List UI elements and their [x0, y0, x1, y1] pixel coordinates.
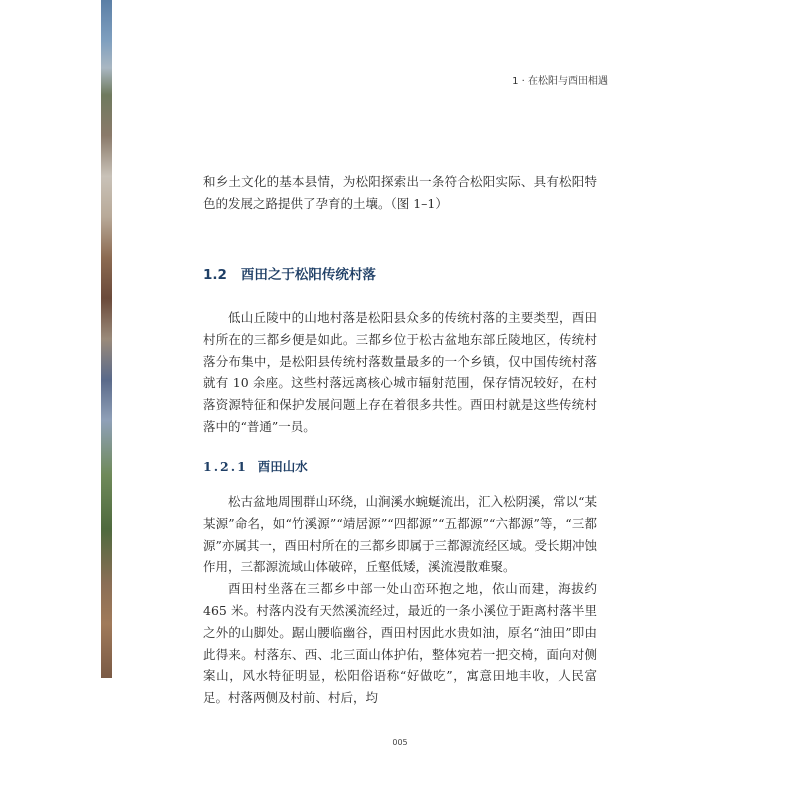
photo-strip	[101, 0, 112, 678]
subsection-body	[203, 491, 597, 709]
section-title: 酉田之于松阳传统村落	[240, 267, 376, 283]
subsection-paragraph-2: 酉田村坐落在三都乡中部一处山峦环抱之地，依山而建，海拔约 465 米。村落内没有天然溪流经过，最近的一条小溪位于距离村落半里之外的山脚处。踞山腰临幽谷，酉田村因此水贵如油，原名“油田”即由此得来。村落东、西、北三面山体护佑，整体宛若一把交椅，面向对侧案山，风水特征明显，松阳俗语称“好做吃”，寓意田地丰收，人民富足。村落两侧及村前、村后，均	[203, 581, 597, 706]
intro-paragraph-block	[203, 171, 597, 215]
section-heading	[203, 263, 376, 283]
intro-paragraph: 和乡土文化的基本县情，为松阳探索出一条符合松阳实际、具有松阳特色的发展之路提供了孕育的土壤。（图 1–1）	[203, 174, 597, 211]
running-head: 1 · 在松阳与酉田相遇	[512, 76, 608, 87]
subsection-title: 酉田山水	[257, 459, 308, 474]
section-number: 1.2	[203, 267, 227, 283]
page-number: 005	[392, 738, 408, 747]
subsection-paragraph-1: 松古盆地周围群山环绕，山涧溪水蜿蜒流出，汇入松阴溪，常以“某某源”命名，如“竹溪源”“靖居源”“四都源”“五都源”“六都源”等，“三都源”亦属其一，酉田村所在的三都乡即属于三都源流经区域。受长期冲蚀作用，三都源流域山体破碎，丘壑低矮，溪流漫散难聚。	[203, 494, 597, 575]
section-paragraph-block	[203, 307, 597, 438]
subsection-number: 1.2.1	[203, 459, 248, 474]
subsection-heading	[203, 457, 308, 475]
section-paragraph: 低山丘陵中的山地村落是松阳县众多的传统村落的主要类型，酉田村所在的三都乡便是如此。三都乡位于松古盆地东部丘陵地区，传统村落分布集中，是松阳县传统村落数量最多的一个乡镇，仅中国传统村落就有 10 余座。这些村落远离核心城市辐射范围，保存情况较好，在村落资源特征和保护发展问题上存在着很多共性。酉田村就是这些传统村落中的“普通”一员。	[203, 310, 597, 434]
